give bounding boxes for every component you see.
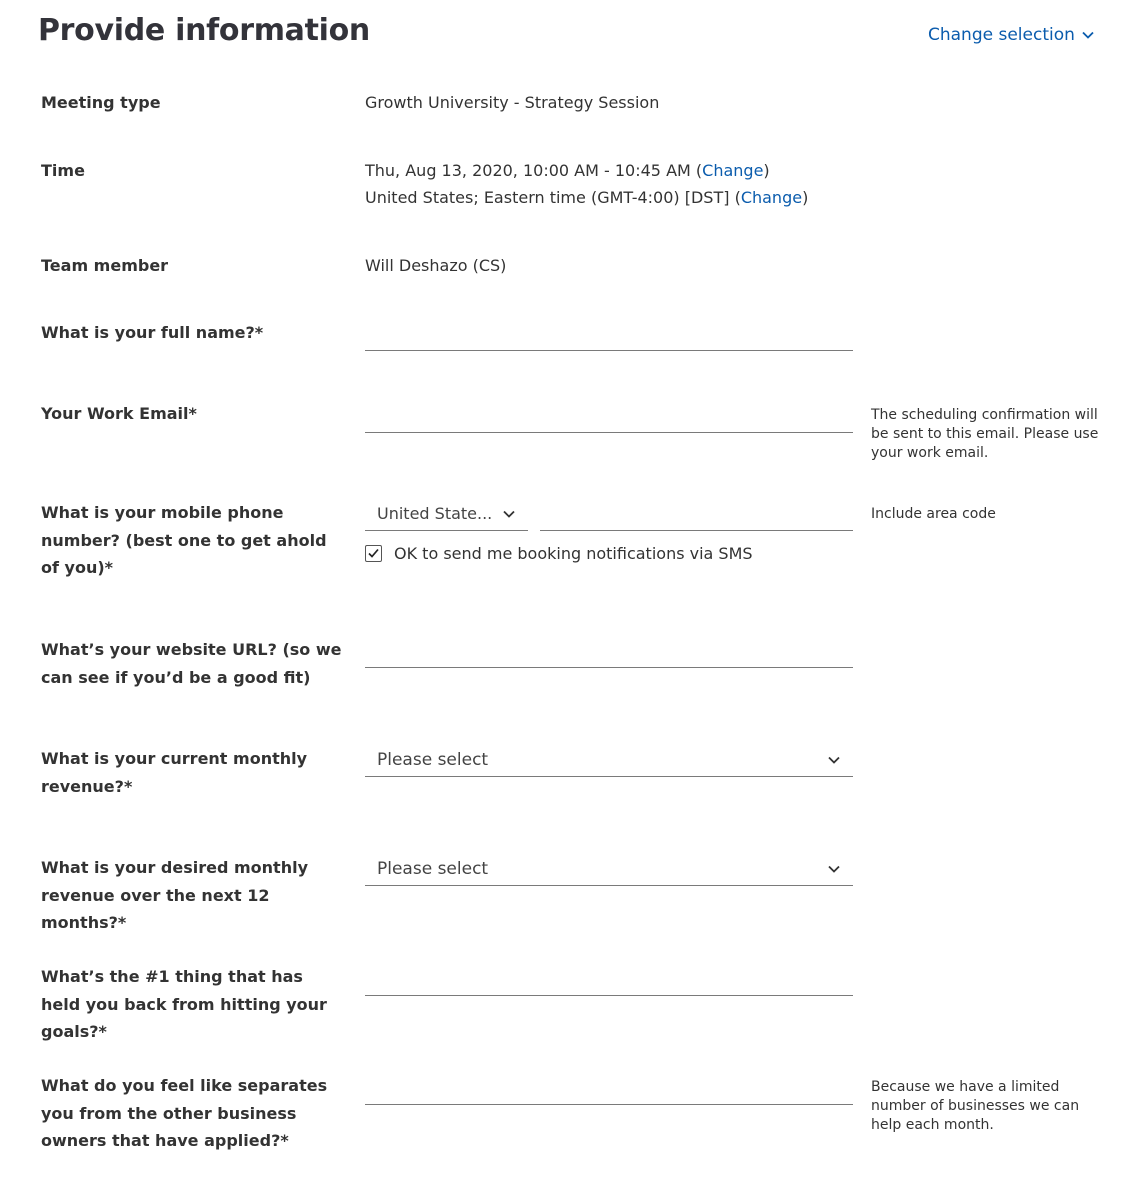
team-member-label: Team member — [41, 256, 169, 275]
paren-open: ( — [695, 161, 703, 180]
held-back-input[interactable] — [365, 962, 853, 995]
full-name-input[interactable] — [365, 317, 853, 350]
time-datetime: Thu, Aug 13, 2020, 10:00 AM - 10:45 AM — [365, 161, 691, 180]
checkmark-icon — [367, 547, 380, 560]
change-selection-button[interactable] — [928, 25, 1095, 45]
time-line-1 — [365, 157, 770, 185]
paren-close: ) — [763, 161, 770, 180]
team-member-value: Will Deshazo (CS) — [365, 256, 507, 275]
page-title: Provide information — [38, 13, 370, 48]
current-revenue-select[interactable] — [365, 743, 853, 777]
desired-revenue-value: Please select — [377, 858, 489, 879]
timezone-text: United States; Eastern time (GMT-4:00) [DST] — [365, 188, 730, 207]
chevron-down-icon — [827, 862, 841, 876]
time-line-2 — [365, 184, 808, 212]
work-email-field[interactable] — [365, 399, 853, 433]
current-revenue-value: Please select — [377, 749, 489, 770]
change-timezone-link[interactable]: Change — [740, 188, 803, 207]
chevron-down-icon — [827, 753, 841, 767]
change-time-link[interactable]: Change — [702, 161, 764, 180]
sms-consent-label: OK to send me booking notifications via SMS — [394, 544, 753, 563]
work-email-label: Your Work Email* — [41, 404, 197, 423]
paren-close: ) — [802, 188, 809, 207]
phone-input[interactable] — [540, 497, 853, 530]
phone-label: What is your mobile phone number? (best one to get ahold of you)* — [41, 503, 327, 577]
held-back-label: What’s the #1 thing that has held you back from hitting your goals?* — [41, 967, 327, 1041]
website-input[interactable] — [365, 634, 853, 667]
separates-help: Because we have a limited number of businesses we can help each month. — [871, 1079, 1080, 1133]
change-selection-label: Change selection — [928, 25, 1075, 45]
country-code-value: United State... — [377, 504, 493, 523]
full-name-field[interactable] — [365, 317, 853, 351]
chevron-down-icon — [502, 507, 516, 521]
work-email-help: The scheduling confirmation will be sent to this email. Please use your work email. — [871, 407, 1099, 461]
phone-help: Include area code — [871, 506, 996, 522]
meeting-type-value: Growth University - Strategy Session — [365, 93, 660, 112]
held-back-field[interactable] — [365, 962, 853, 996]
separates-input[interactable] — [365, 1071, 853, 1104]
separates-field[interactable] — [365, 1071, 853, 1105]
desired-revenue-label: What is your desired monthly revenue over the next 12 months?* — [41, 858, 308, 932]
separates-label: What do you feel like separates you from the other business owners that have applied?* — [41, 1076, 328, 1150]
phone-field[interactable] — [540, 497, 853, 531]
desired-revenue-select[interactable] — [365, 852, 853, 886]
full-name-label: What is your full name?* — [41, 323, 264, 342]
current-revenue-label: What is your current monthly revenue?* — [41, 749, 308, 796]
country-code-select[interactable] — [365, 497, 528, 531]
meeting-type-label: Meeting type — [41, 93, 161, 112]
sms-consent-checkbox[interactable] — [365, 545, 382, 562]
website-field[interactable] — [365, 634, 853, 668]
time-label: Time — [41, 161, 85, 180]
website-label: What’s your website URL? (so we can see if you’d be a good fit) — [41, 640, 342, 687]
chevron-down-icon — [1081, 28, 1095, 42]
work-email-input[interactable] — [365, 399, 853, 432]
sms-consent-row — [365, 544, 753, 563]
paren-open: ( — [734, 188, 741, 207]
